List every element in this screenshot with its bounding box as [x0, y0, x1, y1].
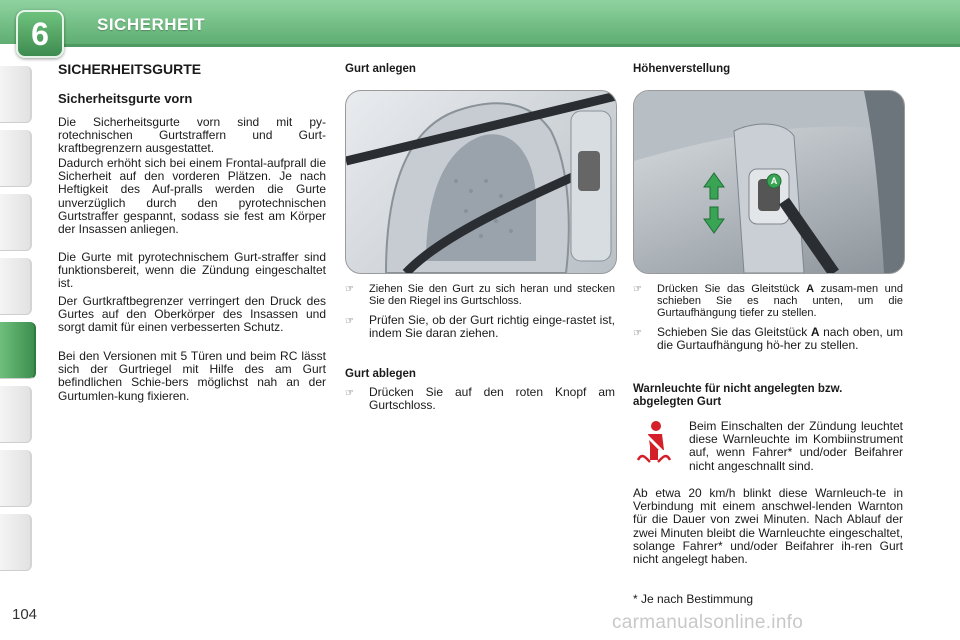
side-tab[interactable] — [0, 514, 32, 571]
side-tab[interactable] — [0, 386, 32, 443]
chapter-badge — [16, 10, 64, 58]
section-subheading: Sicherheitsgurte vorn — [58, 91, 193, 106]
figure-label: A — [770, 176, 778, 186]
chapter-side-tabs — [0, 66, 34, 576]
side-tab[interactable] — [0, 66, 32, 123]
seat-belt-figure — [345, 90, 617, 274]
list-item: ☞ Ziehen Sie den Gurt zu sich heran und stecken Sie den Riegel ins Gurtschloss. — [345, 283, 615, 307]
pointing-finger-icon: ☞ — [633, 328, 642, 339]
page-number: 104 — [12, 606, 38, 623]
warning-text: Ab etwa 20 km/h blinkt diese Warnleuch-te in Verbindung mit einem anschwel-lenden Warnton für die Dauer von zwei Minuten. Nach Ablauf der zwei Minuten bleibt die Warnleuchte eingeschaltet, solange Fahrer* und/oder Beifahrer ih-ren Gurt nicht angelegt haben. — [633, 486, 903, 567]
pointing-finger-icon: ☞ — [345, 316, 354, 327]
paragraph: Bei den Versionen mit 5 Türen und beim RC lässt sich der Gurtriegel mit Hilfe des am Gurt befindlichen Schie-bers möglichst nah an der Gurtumlen-kung fixieren. — [58, 349, 326, 403]
height-adjust-figure — [633, 90, 905, 274]
list-item: ☞ Prüfen Sie, ob der Gurt richtig einge-rastet ist, indem Sie daran ziehen. — [345, 313, 615, 340]
side-tab-active[interactable] — [0, 322, 36, 379]
list-item: ☞ Schieben Sie das Gleitstück A nach oben, um die Gurtaufhängung hö-her zu stellen. — [633, 325, 903, 352]
pointing-finger-icon: ☞ — [633, 284, 642, 295]
header-underline — [58, 44, 960, 47]
side-tab[interactable] — [0, 450, 32, 507]
seatbelt-warning-icon — [634, 420, 674, 466]
list-item: ☞ Drücken Sie auf den roten Knopf am Gurtschloss. — [345, 385, 615, 412]
paragraph: Die Gurte mit pyrotechnischem Gurt-straffer sind funktionsbereit, wenn die Zündung eingeschaltet ist. — [58, 250, 326, 291]
pointing-finger-icon: ☞ — [345, 388, 354, 399]
side-tab[interactable] — [0, 258, 32, 315]
chapter-number: 6 — [31, 15, 49, 52]
paragraph: Der Gurtkraftbegrenzer verringert den Druck des Gurtes auf den Oberkörper des Insassen und sorgt damit für einen verbesserten Schutz. — [58, 294, 326, 335]
column-heading: Höhenverstellung — [633, 63, 731, 75]
pointing-finger-icon: ☞ — [345, 284, 354, 295]
list-item: ☞ Drücken Sie das Gleitstück A zusam-men und schieben Sie es nach unten, um die Gurtaufhängung tiefer zu stellen. — [633, 283, 903, 319]
column-heading: Gurt ablegen — [345, 368, 416, 380]
warning-text: Beim Einschalten der Zündung leuchtet diese Warnleuchte im Kombiinstrument auf, wenn Fahrer* und/oder Beifahrer nicht angeschnallt sind. — [689, 419, 903, 473]
column-heading: Gurt anlegen — [345, 63, 416, 75]
section-heading: SICHERHEITSGURTE — [58, 61, 202, 77]
side-tab[interactable] — [0, 194, 32, 251]
footnote: * Je nach Bestimmung — [633, 592, 754, 606]
watermark: carmanualsonline.info — [612, 612, 804, 633]
paragraph: Dadurch erhöht sich bei einem Frontal-aufprall die Sicherheit auf den vorderen Plätzen. Je nach Heftigkeit des Auf-pralls werden die Gurte unverzüglich durch den pyrotechnischen Gurtstraffer gespannt, sodass sie fest am Körper der Insassen anliegen. — [58, 156, 326, 237]
paragraph: Die Sicherheitsgurte vorn sind mit py-rotechnischen Gurtstraffern und Gurt-kraftbegrenzern ausgestattet. — [58, 115, 326, 156]
page-title: SICHERHEIT — [97, 15, 205, 34]
warning-heading: Warnleuchte für nicht angelegten bzw. abgelegten Gurt — [633, 383, 843, 408]
side-tab[interactable] — [0, 130, 32, 187]
